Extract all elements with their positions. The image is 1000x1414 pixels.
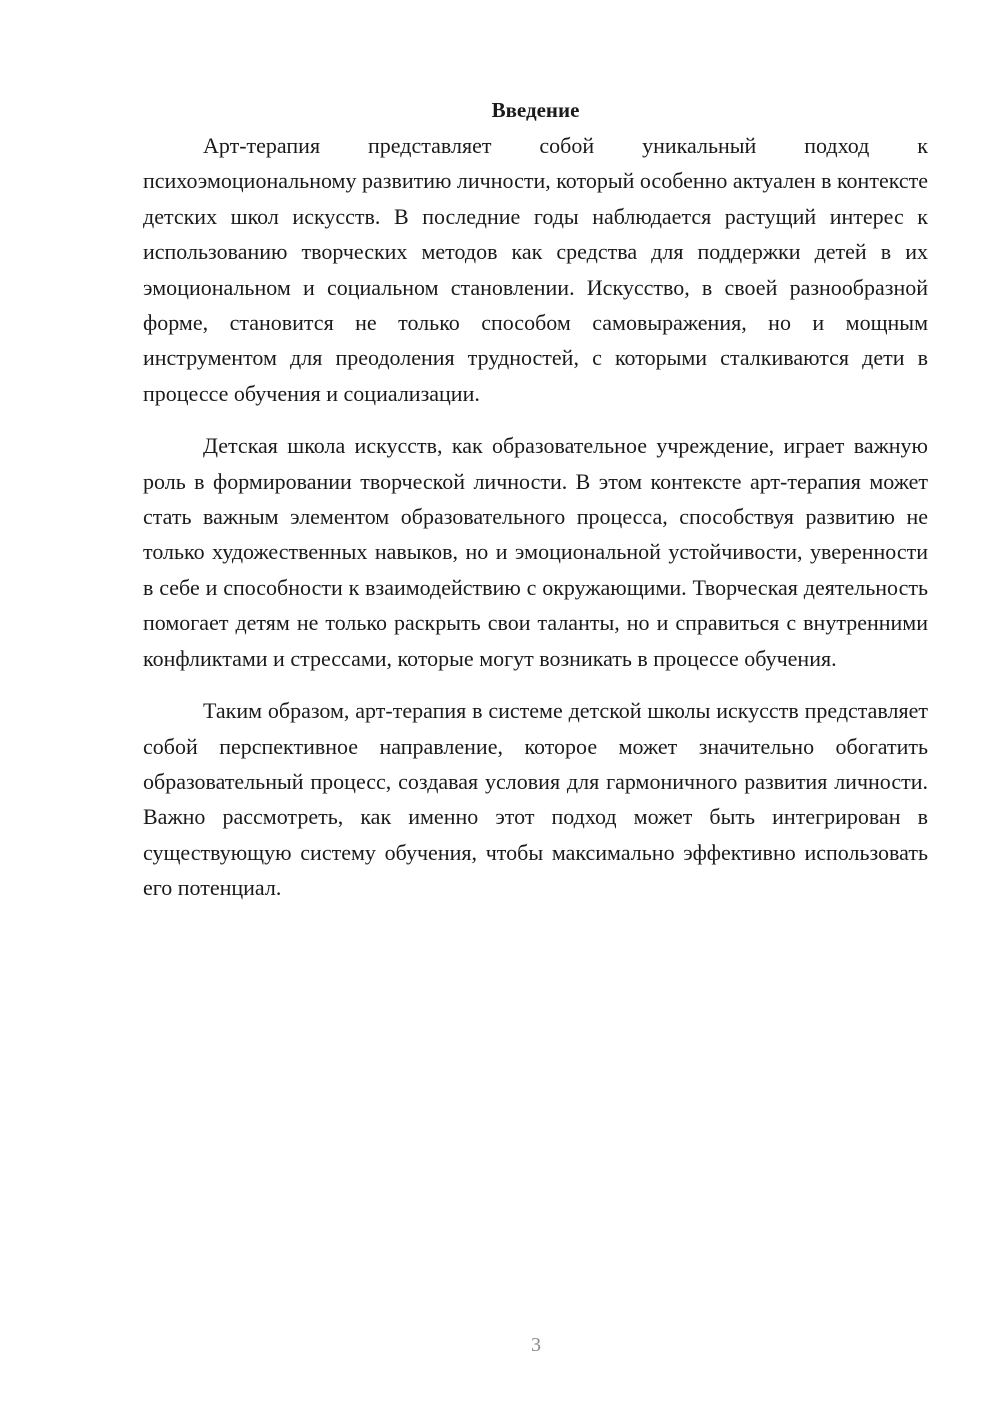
section-heading: Введение [491,98,580,122]
page-number: 3 [531,1334,541,1356]
paragraph-3: Таким образом, арт-терапия в системе детской школы искусств представляет собой перспективное направление, которое может значительно обогатить образовательный процесс, создавая условия для гармоничного развития личности. Важно рассмотреть, как именно этот подход может быть интегрирован в существующую систему обучения, чтобы максимально эффективно использовать его потенциал. [143,698,928,901]
paragraph-2: Детская школа искусств, как образовательное учреждение, играет важную роль в формировании творческой личности. В этом контексте арт-терапия может стать важным элементом образовательного процесса, способствуя развитию не только художественных навыков, но и эмоциональной устойчивости, уверенности в себе и способности к взаимодействию с окружающими. Творческая деятельность помогает детям не только раскрыть свои таланты, но и справиться с внутренними конфликтами и стрессами, которые могут возникать в процессе обучения. [143,433,928,671]
page-content [143,96,928,923]
paragraph-1: Арт-терапия представляет собой уникальный подход к психоэмоциональному развитию личности, который особенно актуален в контексте детских школ искусств. В последние годы наблюдается растущий интерес к использованию творческих методов как средства для поддержки детей в их эмоциональном и социальном становлении. Искусство, в своей разнообразной форме, становится не только способом самовыражения, но и мощным инструментом для преодоления трудностей, с которыми сталкиваются дети в процессе обучения и социализации. [143,133,928,406]
